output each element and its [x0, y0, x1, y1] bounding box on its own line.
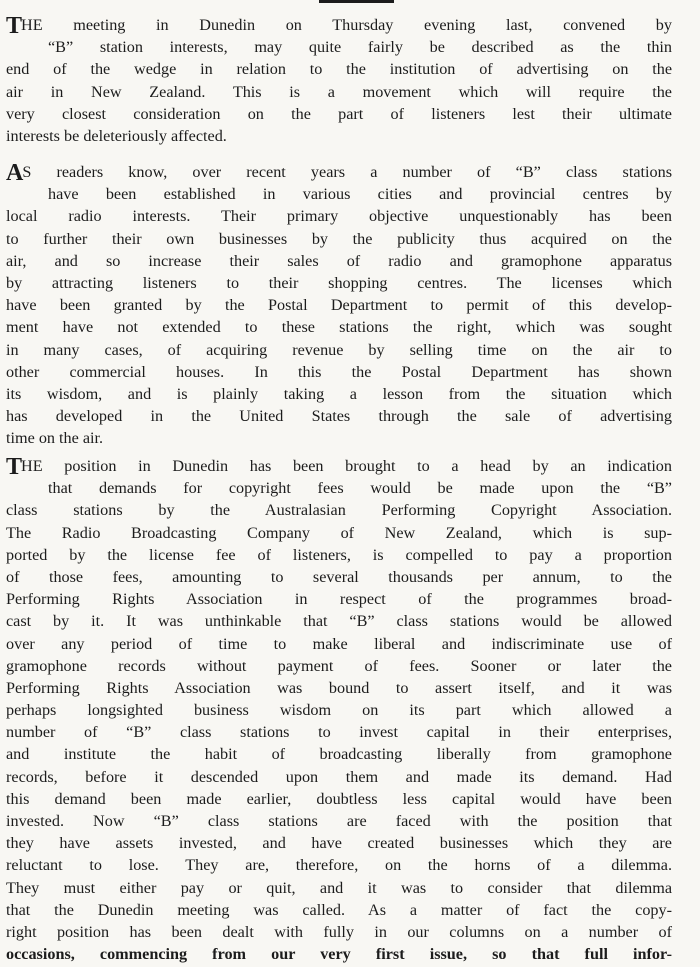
paragraph-3 [6, 455, 672, 965]
text-line: interests be deleteriously affected. [6, 126, 227, 145]
text-line: The Radio Broadcasting Company of New Zealand, which is sup- [6, 523, 672, 542]
text-line: class stations by the Australasian Performing Copyright Association. [6, 501, 672, 520]
text-line: end of the wedge in relation to the institution of advertising on the [6, 60, 672, 79]
text-line: its wisdom, and is plainly taking a lesson from the situation which [6, 384, 672, 403]
text-line: air, and so increase their sales of radio and gramophone apparatus [6, 251, 672, 270]
paragraph-2 [6, 161, 672, 449]
paragraph-1 [6, 14, 672, 147]
text-line: have been established in various cities and provincial centres by [48, 185, 672, 204]
text-line: occasions, commencing from our very first issue, so that full infor- [6, 945, 672, 964]
text-line: air in New Zealand. This is a movement which will require the [6, 82, 672, 101]
text-line: in many cases, of acquiring revenue by selling time on the air to [6, 340, 672, 359]
text-line: perhaps longsighted business wisdom on its part which allowed a [6, 701, 672, 720]
text-line: local radio interests. Their primary objective unquestionably has been [6, 207, 672, 226]
text-line: cast by it. It was unthinkable that “B” class stations would be allowed [6, 612, 672, 631]
text-line: that demands for copyright fees would be made upon the “B” [48, 479, 672, 498]
text-line: by attracting listeners to their shopping centres. The licenses which [6, 273, 672, 292]
text-line: ment have not extended to these stations the right, which was sought [6, 318, 672, 337]
text-line: have been granted by the Postal Department to permit of this develop- [6, 296, 672, 315]
dropcap: T [6, 13, 22, 39]
text-line: time on the air. [6, 429, 104, 448]
text-line: right position has been dealt with fully in our columns on a number of [6, 922, 672, 941]
text-line: over any period of time to make liberal and indiscriminate use of [6, 634, 672, 653]
text-line: Performing Rights Association in respect of the programmes broad- [6, 590, 672, 609]
text-line: They must either pay or quit, and it was to consider that dilemma [6, 878, 672, 897]
text-line: to further their own businesses by the publicity thus acquired on the [6, 229, 672, 248]
text-line: that the Dunedin meeting was called. As a matter of fact the copy- [6, 900, 672, 919]
newspaper-column [6, 0, 672, 967]
top-rule [319, 0, 394, 3]
text-line: Performing Rights Association was bound to assert itself, and it was [6, 678, 672, 697]
text-line: ported by the license fee of listeners, is compelled to pay a proportion [6, 545, 672, 564]
text-line: other commercial houses. In this the Postal Department has shown [6, 362, 672, 381]
text-line: gramophone records without payment of fees. Sooner or later the [6, 656, 672, 675]
text-line: and institute the habit of broadcasting liberally from gramophone [6, 745, 672, 764]
text-line: this demand been made earlier, doubtless less capital would have been [6, 789, 672, 808]
text-line: very closest consideration on the part of listeners lest their ultimate [6, 104, 672, 123]
dropcap: T [6, 454, 22, 480]
text-line: AS readers know, over recent years a number of “B” class stations [6, 160, 672, 186]
text-line: number of “B” class stations to invest capital in their enterprises, [6, 723, 672, 742]
text-line: they have assets invested, and have created businesses which they are [6, 834, 672, 853]
text-line: has developed in the United States through the sale of advertising [6, 407, 672, 426]
text-line: THE position in Dunedin has been brought to a head by an indication [6, 454, 672, 480]
text-line: records, before it descended upon them and made its demand. Had [6, 767, 672, 786]
text-line: “B” station interests, may quite fairly be described as the thin [48, 38, 672, 57]
text-line: invested. Now “B” class stations are faced with the position that [6, 812, 672, 830]
dropcap: A [6, 160, 23, 186]
text-line: THE meeting in Dunedin on Thursday evening last, convened by [6, 13, 672, 39]
text-line: reluctant to lose. They are, therefore, on the horns of a dilemma. [6, 856, 672, 875]
text-line: of those fees, amounting to several thousands per annum, to the [6, 567, 672, 586]
